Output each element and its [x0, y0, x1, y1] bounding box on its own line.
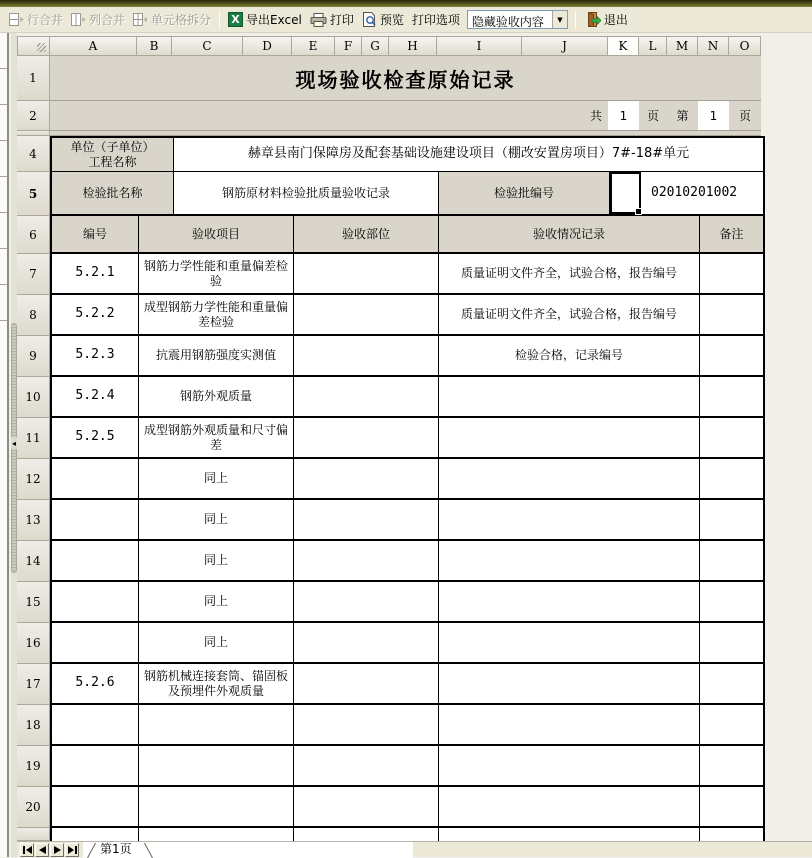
cell-record[interactable] [439, 500, 700, 539]
cell-partial[interactable] [700, 828, 763, 841]
row-header-21-partial[interactable] [17, 828, 50, 841]
cell-no[interactable] [52, 705, 139, 744]
row-header-2[interactable]: 2 [17, 101, 50, 131]
cell-record[interactable] [439, 705, 700, 744]
cell-item[interactable] [139, 746, 294, 785]
unit-value-cell[interactable]: 赫章县南门保障房及配套基础设施建设项目（棚改安置房项目）7#-18#单元 [174, 138, 763, 171]
cell-record[interactable] [439, 623, 700, 662]
export-excel-label: 导出Excel [246, 13, 302, 27]
cell-item[interactable]: 钢筋机械连接套筒、锚固板及预埋件外观质量 [139, 664, 294, 703]
cell-note[interactable] [700, 336, 763, 375]
export-excel-button[interactable] [224, 9, 306, 30]
cell-no[interactable] [52, 787, 139, 826]
cell-item[interactable]: 同上 [139, 541, 294, 580]
print-button[interactable] [306, 9, 358, 30]
cell-item[interactable]: 同上 [139, 500, 294, 539]
collapse-left-icon[interactable]: ◂ [11, 438, 16, 448]
col-header-j[interactable]: J [522, 36, 608, 56]
row-header-4[interactable]: 4 [17, 136, 50, 172]
sheet-tab-page1[interactable]: 第1页 [100, 841, 132, 856]
row-header-19[interactable]: 19 [17, 746, 50, 787]
cell-part[interactable] [294, 705, 439, 744]
exit-label: 退出 [603, 13, 628, 27]
row-header-15[interactable]: 15 [17, 582, 50, 623]
split-cell-label: 单元格拆分 [151, 13, 212, 27]
cell-note[interactable] [700, 254, 763, 293]
row-header-18[interactable]: 18 [17, 705, 50, 746]
split-cell-button [129, 9, 215, 30]
col-header-i[interactable]: I [437, 36, 522, 56]
column-header-row [17, 36, 812, 56]
row-header-12[interactable]: 12 [17, 459, 50, 500]
cell-item[interactable]: 同上 [139, 623, 294, 662]
merge-rows-label: 行合并 [27, 13, 64, 27]
row-header-9[interactable]: 9 [17, 336, 50, 377]
batch-no-label-cell[interactable]: 检验批编号 [439, 172, 610, 214]
cell-part[interactable] [294, 254, 439, 293]
row-header-14[interactable]: 14 [17, 541, 50, 582]
cell-part[interactable] [294, 746, 439, 785]
hide-content-value: 隐藏验收内容 [471, 15, 544, 29]
cell-no[interactable] [52, 459, 139, 498]
cell-no[interactable] [52, 541, 139, 580]
cell-note[interactable] [700, 746, 763, 785]
cell-note[interactable] [700, 500, 763, 539]
cell-record[interactable] [439, 459, 700, 498]
cell-record[interactable] [439, 746, 700, 785]
cell-item[interactable]: 抗震用钢筋强度实测值 [139, 336, 294, 375]
exit-button[interactable] [580, 9, 632, 30]
merge-rows-button [5, 9, 67, 30]
cell-note[interactable] [700, 295, 763, 334]
cell-item[interactable]: 成型钢筋力学性能和重量偏差检验 [139, 295, 294, 334]
cell-item[interactable] [139, 787, 294, 826]
merge-rows-icon [9, 13, 24, 26]
cell-no[interactable] [52, 623, 139, 662]
cell-no[interactable] [52, 582, 139, 621]
cell-part[interactable] [294, 623, 439, 662]
row-header-11[interactable]: 11 [17, 418, 50, 459]
cell-note[interactable] [700, 705, 763, 744]
cell-no[interactable]: 5.2.3 [52, 336, 139, 375]
cell-record[interactable]: 检验合格，记录编号 [439, 336, 700, 375]
page-total-label-cell[interactable]: 共 [522, 101, 608, 131]
row-header-10[interactable]: 10 [17, 377, 50, 418]
first-sheet-icon [23, 846, 32, 854]
col-header-o[interactable]: O [729, 36, 761, 56]
merge-cols-button [67, 9, 129, 30]
cell-item[interactable]: 同上 [139, 582, 294, 621]
cell-item[interactable] [139, 705, 294, 744]
cell-part[interactable] [294, 664, 439, 703]
cell-part[interactable] [294, 459, 439, 498]
cell-item[interactable]: 钢筋力学性能和重量偏差检验 [139, 254, 294, 293]
row-header-20[interactable]: 20 [17, 787, 50, 828]
preview-button[interactable] [358, 9, 408, 30]
merge-cols-icon [71, 13, 86, 26]
th-part[interactable]: 验收部位 [294, 216, 439, 252]
cell-note[interactable] [700, 418, 763, 457]
cell-note[interactable] [700, 377, 763, 416]
cell-item[interactable]: 同上 [139, 459, 294, 498]
page-unit-cell[interactable]: 页 [639, 101, 667, 131]
cell-no[interactable]: 5.2.4 [52, 377, 139, 416]
cell-part[interactable] [294, 582, 439, 621]
split-cell-icon [133, 13, 148, 26]
printer-icon [310, 13, 327, 27]
col-header-h[interactable]: H [389, 36, 437, 56]
unit-label-cell[interactable] [52, 138, 174, 171]
col-header-a[interactable]: A [50, 36, 137, 56]
cell-no[interactable]: 5.2.5 [52, 418, 139, 457]
batch-label-cell[interactable]: 检验批名称 [52, 172, 174, 214]
th-note[interactable]: 备注 [700, 216, 763, 252]
row-header-8[interactable]: 8 [17, 295, 50, 336]
row-header-17[interactable]: 17 [17, 664, 50, 705]
print-options-button[interactable] [408, 9, 464, 30]
col-header-c[interactable]: C [172, 36, 243, 56]
preview-icon [362, 12, 377, 27]
batch-value-cell[interactable]: 钢筋原材料检验批质量验收记录 [174, 172, 439, 214]
th-no[interactable]: 编号 [52, 216, 139, 252]
cell-no[interactable] [52, 746, 139, 785]
merge-cols-label: 列合并 [89, 13, 126, 27]
th-record[interactable]: 验收情况记录 [439, 216, 700, 252]
row-header-7[interactable]: 7 [17, 254, 50, 295]
prev-sheet-icon [39, 846, 46, 854]
last-sheet-icon [68, 846, 77, 854]
col-header-k[interactable]: K [608, 36, 639, 56]
cell-no[interactable]: 5.2.1 [52, 254, 139, 293]
cell-blank[interactable] [50, 101, 522, 131]
combobox-dropdown-button[interactable]: ▼ [552, 11, 567, 28]
last-sheet-button[interactable] [65, 843, 79, 857]
cell-partial[interactable] [294, 828, 439, 841]
cell-part[interactable] [294, 500, 439, 539]
print-options-label: 打印选项 [411, 13, 460, 27]
col-header-m[interactable]: M [667, 36, 698, 56]
print-label: 打印 [329, 13, 354, 27]
cell-no[interactable]: 5.2.2 [52, 295, 139, 334]
cell-item[interactable]: 钢筋外观质量 [139, 377, 294, 416]
cell-note[interactable] [700, 664, 763, 703]
unit-label-line2: 工程名称 [88, 154, 137, 169]
workspace [0, 33, 812, 857]
toolbar-separator-2 [575, 11, 576, 29]
cell-record[interactable] [439, 418, 700, 457]
page-current-label-cell[interactable]: 第 [667, 101, 698, 131]
cell-record[interactable] [439, 377, 700, 416]
cell-note[interactable] [700, 787, 763, 826]
row-header-13[interactable]: 13 [17, 500, 50, 541]
active-cell-k5[interactable] [610, 172, 641, 214]
cell-note[interactable] [700, 541, 763, 580]
col-header-g[interactable]: G [362, 36, 389, 56]
th-item[interactable]: 验收项目 [139, 216, 294, 252]
col-header-b[interactable]: B [137, 36, 172, 56]
toolbar-separator [219, 11, 220, 29]
cell-record[interactable] [439, 787, 700, 826]
cell-partial[interactable] [439, 828, 700, 841]
batch-no-value-cell[interactable]: 02010201002 [641, 172, 763, 214]
cell-record[interactable]: 质量证明文件齐全，试验合格，报告编号 [439, 295, 700, 334]
unit-label-line1: 单位（子单位） [70, 139, 155, 154]
col-header-l[interactable]: L [639, 36, 667, 56]
cell-part[interactable] [294, 295, 439, 334]
prev-sheet-button[interactable] [35, 843, 49, 857]
cell-part[interactable] [294, 787, 439, 826]
next-sheet-button[interactable] [50, 843, 64, 857]
col-header-d[interactable]: D [243, 36, 292, 56]
cell-partial[interactable] [139, 828, 294, 841]
cell-part[interactable] [294, 418, 439, 457]
preview-label: 预览 [379, 13, 404, 27]
first-sheet-button[interactable] [20, 843, 34, 857]
col-header-n[interactable]: N [698, 36, 729, 56]
col-header-f[interactable]: F [335, 36, 362, 56]
col-header-e[interactable]: E [292, 36, 335, 56]
cell-note[interactable] [700, 623, 763, 662]
spreadsheet [17, 33, 812, 841]
cell-part[interactable] [294, 541, 439, 580]
row-header-5[interactable]: 5 [17, 172, 50, 216]
hide-content-combobox[interactable] [467, 10, 568, 29]
row-header-1[interactable]: 1 [17, 56, 50, 101]
cell-part[interactable] [294, 336, 439, 375]
cell-part[interactable] [294, 377, 439, 416]
cell-item[interactable]: 成型钢筋外观质量和尺寸偏差 [139, 418, 294, 457]
row-header-6[interactable]: 6 [17, 216, 50, 254]
next-sheet-icon [54, 846, 61, 854]
form-title: 现场验收检查原始记录 [295, 67, 516, 92]
cell-record[interactable]: 质量证明文件齐全，试验合格，报告编号 [439, 254, 700, 293]
select-all-corner[interactable] [17, 36, 50, 56]
page-total-input-cell[interactable]: 1 [608, 101, 639, 131]
cell-no[interactable]: 5.2.6 [52, 664, 139, 703]
cell-record[interactable] [439, 582, 700, 621]
excel-icon: X [228, 12, 243, 27]
exit-door-icon [584, 12, 601, 27]
background-panel-sliver [0, 33, 9, 857]
sheet-tab-strip [83, 842, 413, 858]
cell-note[interactable] [700, 582, 763, 621]
page-current-input-cell[interactable]: 1 [698, 101, 729, 131]
form-title-cell[interactable] [50, 56, 761, 101]
page-unit-cell-2[interactable]: 页 [729, 101, 761, 131]
cell-note[interactable] [700, 459, 763, 498]
window-title-strip [0, 0, 812, 7]
row-header-16[interactable]: 16 [17, 623, 50, 664]
sheet-tab-bar [17, 841, 812, 857]
cell-no[interactable] [52, 500, 139, 539]
toolbar [0, 7, 812, 33]
cell-record[interactable] [439, 664, 700, 703]
cell-record[interactable] [439, 541, 700, 580]
